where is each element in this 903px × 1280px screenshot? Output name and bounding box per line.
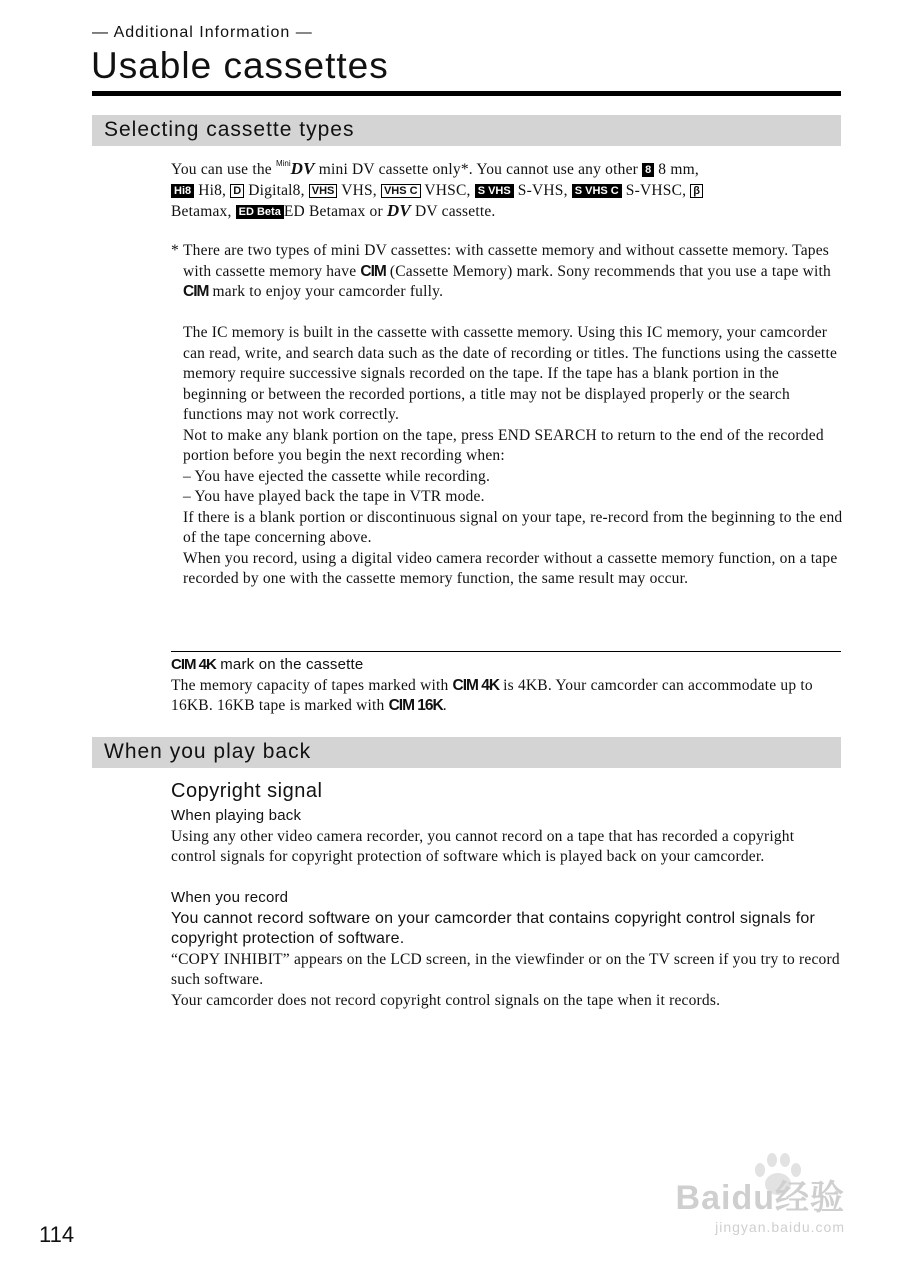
intro-text-5: Digital8, [244, 181, 309, 199]
note-paragraph-rerecord: If there is a blank portion or discontinuous signal on your tape, re-record from the beginning to the end of the tape concerning above. [183, 508, 843, 546]
dv-icon: DV [386, 201, 411, 220]
copy-inhibit-text: “COPY INHIBIT” appears on the LCD screen, in the viewfinder or on the TV screen if you try to record such software. [171, 950, 840, 988]
intro-text-2: mini DV cassette only*. You cannot use any other [314, 161, 643, 178]
intro-text-7: VHSC, [420, 181, 475, 199]
no-record-signal-text: Your camcorder does not record copyright control signals on the tape when it records. [171, 991, 721, 1009]
intro-text-4: Hi8, [194, 181, 231, 199]
intro-text-1: You can use the [171, 161, 276, 178]
cassette-memory-4k-icon: CIM 4K [171, 656, 216, 673]
note-text-1a: There are two types of mini DV cassettes: with cassette memory and without cassette memory. Tapes with cassette memory have [183, 242, 830, 280]
intro-text-9: S-VHSC, [621, 181, 691, 199]
mini-dv-icon: DV [290, 159, 315, 178]
divider [171, 651, 841, 652]
copyright-block [171, 806, 843, 1011]
ed-beta-icon: ED Beta [236, 205, 284, 219]
note-text-1c: mark to enjoy your camcorder fully. [208, 283, 444, 300]
note-paragraph-blank-portion: Not to make any blank portion on the tape, press END SEARCH to return to the end of the recorded portion before you begin the next recording when: [183, 426, 824, 464]
title-rule [92, 91, 841, 96]
intro-text-8: S-VHS, [513, 181, 572, 199]
memory-mark-text-1: The memory capacity of tapes marked with [171, 676, 453, 694]
svhs-icon: S VHS [475, 184, 514, 198]
section-bar-play-back [92, 737, 841, 768]
intro-text-3: 8 mm, [654, 161, 699, 178]
watermark [676, 1170, 845, 1235]
cassette-memory-icon: CIM [183, 283, 209, 300]
copyright-signal-heading: Copyright signal [171, 780, 323, 802]
memory-mark-heading-text: mark on the cassette [215, 656, 364, 673]
intro-paragraph [171, 158, 843, 223]
note-text-1b: (Cassette Memory) mark. Sony recommends that you use a tape with [385, 262, 831, 280]
note-list-item: – You have played back the tape in VTR mode. [183, 488, 485, 505]
note-paragraph-digital-recorder: When you record, using a digital video camera recorder without a cassette memory function, on a tape recorded by one with the cassette memory function, the same result may occur. [183, 549, 838, 587]
betamax-icon: β [690, 184, 703, 198]
when-you-record-heading: When you record [171, 889, 289, 906]
digital8-icon: D [230, 184, 244, 198]
playing-back-text: Using any other video camera recorder, you cannot record on a tape that has recorded a copyright control signals for copyright protection of software which is played back on your camcorder. [171, 827, 795, 865]
cassette-memory-16k-icon: CIM 16K [388, 697, 443, 714]
watermark-url: jingyan.baidu.com [715, 1219, 845, 1235]
vhs-icon: VHS [309, 184, 338, 198]
section-bar-selecting-cassettes [92, 115, 841, 146]
intro-text-11: ED Betamax or [283, 203, 387, 220]
when-you-record-sans-text: You cannot record software on your camcorder that contains copyright control signals for copyright protection of software. [171, 909, 816, 947]
playing-back-heading: When playing back [171, 807, 302, 824]
cassette-memory-4k-icon: CIM 4K [452, 676, 500, 694]
memory-mark-block [171, 655, 843, 717]
intro-text-10: Betamax, [171, 203, 236, 220]
note-list-item: – You have ejected the cassette while recording. [183, 467, 491, 485]
page-title: Usable cassettes [91, 45, 389, 86]
cassette-memory-icon: CIM [360, 262, 386, 280]
section-label: — Additional Information — [92, 24, 313, 41]
memory-mark-text-2: is 4KB. Your camcorder can accommodate up to 16KB. 16KB tape is marked with [171, 676, 813, 714]
memory-mark-text-3: . [442, 697, 447, 714]
note-asterisk: * [171, 242, 179, 259]
note-paragraph-ic-memory: The IC memory is built in the cassette with cassette memory. Using this IC memory, your camcorder can read, write, and search data such as the date of recording or titles. The functions using the cassette memory require successive signals recorded on the tape. If the tape has a blank portion in the beginning or between the recorded portions, a title may not be displayed properly or the search functions may not work correctly. [183, 324, 838, 423]
memory-mark-heading [171, 655, 843, 676]
8mm-icon: 8 [642, 163, 654, 177]
section-bar-title: Selecting cassette types [104, 118, 355, 141]
page-number: 114 [39, 1222, 75, 1247]
watermark-brand: Baidu经验 [675, 1179, 845, 1217]
mini-label: Mini [275, 159, 291, 168]
vhsc-icon: VHS C [381, 184, 421, 198]
intro-text-12: DV cassette. [410, 203, 496, 220]
svhsc-icon: S VHS C [572, 184, 622, 198]
cassette-memory-note [171, 241, 843, 590]
section-bar-title: When you play back [104, 740, 312, 763]
intro-text-6: VHS, [337, 181, 381, 199]
hi8-icon: Hi8 [171, 184, 194, 198]
